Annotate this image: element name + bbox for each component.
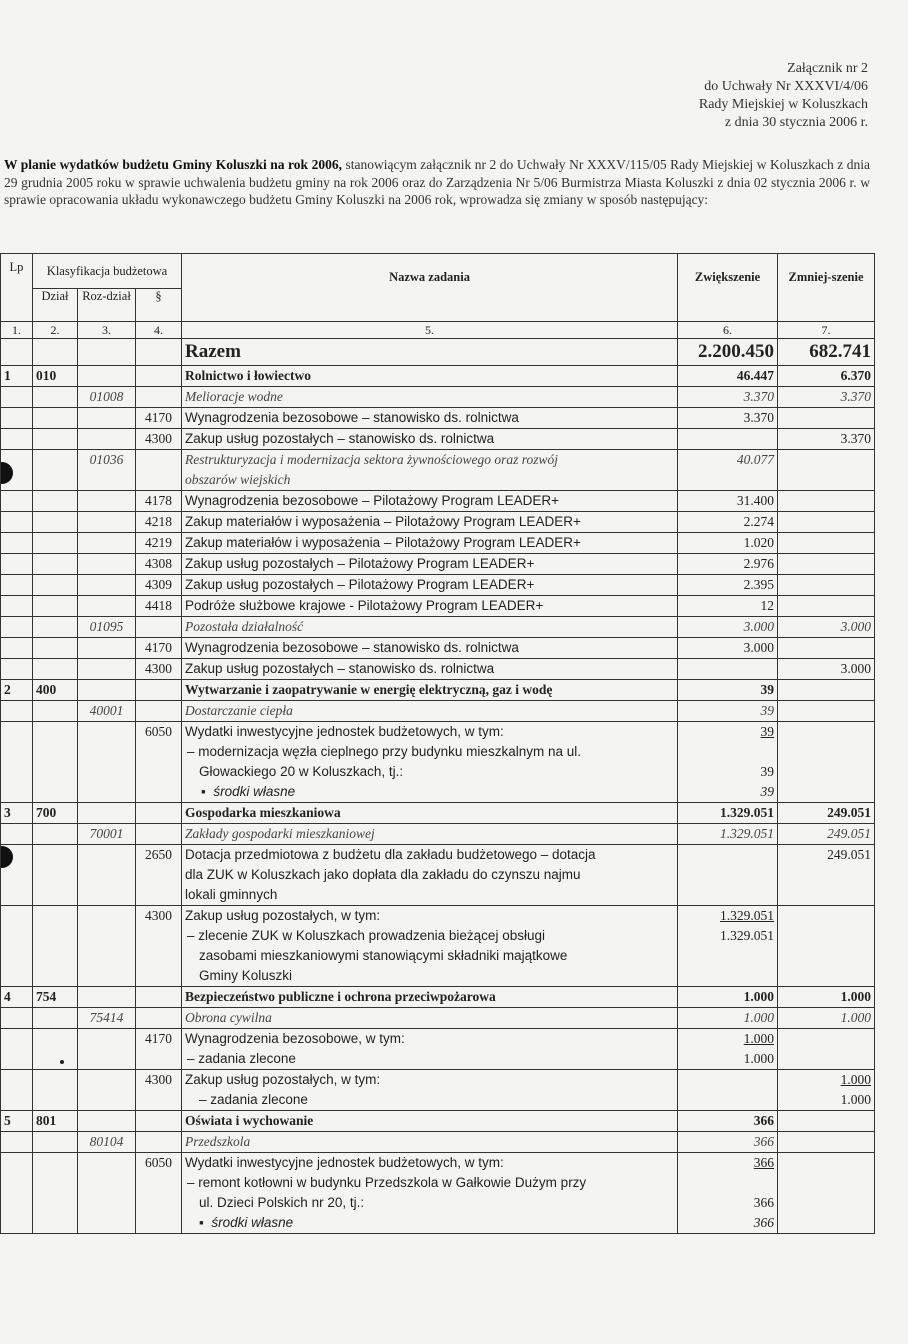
paragraph-detail-line: Głowackiego 20 w Koluszkach, tj.: [199,764,404,779]
amount-zm-main: 1.000 [840,1072,872,1087]
paragraph-detail-line: ul. Dzieci Polskich nr 20, tj.: [199,1195,365,1210]
intro-paragraph [4,156,870,209]
amount-zw: 1.000 [678,1008,778,1029]
paragraph-row [1,408,875,429]
paragraph-name: Zakup usług pozostałych – stanowisko ds. rolnictwa [182,429,678,450]
amount-zm: 249.051 [778,803,875,824]
attachment-line-2: do Uchwały Nr XXXVI/4/06 [704,79,868,94]
paragraph-row [1,554,875,575]
dzial: 010 [33,366,78,387]
paragraph-name [182,1070,678,1111]
chapter-name-line: obszarów wiejskich [185,472,291,487]
paragraph-name [182,906,678,987]
paragraph-code: 6050 [136,1153,182,1234]
amount-zm: 1.000 [778,1008,875,1029]
paragraph-code: 4219 [136,533,182,554]
paragraph-name-line: Wynagrodzenia bezosobowe, w tym: [185,1031,405,1046]
attachment-line-1: Załącznik nr 2 [787,61,868,76]
paragraph-code: 4418 [136,596,182,617]
total-row [1,339,875,366]
amount-zw: 12 [678,596,778,617]
paragraph-code: 4178 [136,491,182,512]
paragraph-row [1,1153,875,1234]
amount-zm: 1.000 [778,987,875,1008]
paragraph-row [1,596,875,617]
paragraph-code: 4218 [136,512,182,533]
amount-zm [778,1070,875,1111]
amount-zw: 1.020 [678,533,778,554]
paragraph-name [182,1153,678,1234]
chapter-row [1,824,875,845]
amount-zm: 249.051 [778,824,875,845]
paragraph-name: Zakup materiałów i wyposażenia – Pilotażowy Program LEADER+ [182,512,678,533]
amount-zw: 3.000 [678,638,778,659]
paragraph-code: 2650 [136,845,182,906]
colnum-5: 5. [182,322,678,339]
lp: 2 [1,680,33,701]
total-zm: 682.741 [778,339,875,366]
amount-zw: 3.000 [678,617,778,638]
chapter-row [1,701,875,722]
amount-zw [678,1029,778,1070]
paragraph-code: 4308 [136,554,182,575]
amount-zw: 46.447 [678,366,778,387]
lp: 1 [1,366,33,387]
paragraph-detail-line: – zadania zlecone [187,1051,296,1066]
amount-zw: 1.329.051 [678,824,778,845]
section-row [1,987,875,1008]
colnum-4: 4. [136,322,182,339]
paragraph-row [1,722,875,803]
amount-zw: 366 [678,1132,778,1153]
paragraph-row [1,491,875,512]
paragraph-name: Wynagrodzenia bezosobowe – stanowisko ds. rolnictwa [182,638,678,659]
colnum-3: 3. [78,322,136,339]
amount-zw-detail: 1.329.051 [720,928,775,943]
amount-zw: 366 [678,1111,778,1132]
amount-zw: 39 [678,701,778,722]
paragraph-detail-line: zasobami mieszkaniowymi stanowiącymi składniki majątkowe [199,948,568,963]
header-nazwa: Nazwa zadania [182,254,678,322]
paragraph-name [182,845,678,906]
paragraph-code: 4300 [136,429,182,450]
amount-zw-detail: 1.000 [743,1051,775,1066]
chapter-row [1,387,875,408]
chapter-name: Przedszkola [182,1132,678,1153]
paragraph-code: 6050 [136,722,182,803]
chapter-row [1,1008,875,1029]
lp: 4 [1,987,33,1008]
paragraph-row [1,638,875,659]
paragraph-name-line: dla ZUK w Koluszkach jako dopłata dla zakładu do czynszu najmu [185,867,581,882]
header-dzial: Dział [33,289,78,322]
funding-source: środki własne [211,1215,294,1230]
budget-table [0,253,875,1234]
dzial: 700 [33,803,78,824]
rozdzial-code: 40001 [78,701,136,722]
paragraph-detail-line: – modernizacja węzła cieplnego przy budynku mieszkalnym na ul. [187,744,581,759]
rozdzial-code: 01036 [78,450,136,491]
funding-source-line [185,782,674,802]
header-zmniejszenie: Zmniej-szenie [778,254,875,322]
paragraph-name: Zakup usług pozostałych – stanowisko ds. rolnictwa [182,659,678,680]
rozdzial-code: 01095 [78,617,136,638]
header-lp: Lp [1,254,33,322]
section-row [1,803,875,824]
rozdzial-code: 01008 [78,387,136,408]
paragraph-detail-line: – zlecenie ZUK w Koluszkach prowadzenia bieżącej obsługi [187,928,545,943]
paragraph-code: 4300 [136,1070,182,1111]
paragraph-code: 4170 [136,1029,182,1070]
funding-source: środki własne [213,784,296,799]
amount-zw-main: 366 [753,1155,775,1170]
attachment-line-3: Rady Miejskiej w Koluszkach [698,97,868,112]
amount-zm: 3.370 [778,429,875,450]
chapter-name [182,450,678,491]
section-row [1,1111,875,1132]
lp: 3 [1,803,33,824]
amount-zw-source: 39 [760,784,775,799]
paragraph-row [1,659,875,680]
section-name: Rolnictwo i łowiectwo [182,366,678,387]
intro-bold: W planie wydatków budżetu Gminy Koluszki na rok 2006, [4,157,342,172]
rozdzial-code: 80104 [78,1132,136,1153]
section-name: Gospodarka mieszkaniowa [182,803,678,824]
header-rozdzial: Roz-dział [78,289,136,322]
paragraph-name-line: Dotacja przedmiotowa z budżetu dla zakładu budżetowego – dotacja [185,847,596,862]
paragraph-row [1,1070,875,1111]
paragraph-name: Wynagrodzenia bezosobowe – Pilotażowy Program LEADER+ [182,491,678,512]
colnum-1: 1. [1,322,33,339]
paragraph-name [182,722,678,803]
amount-zw: 2.976 [678,554,778,575]
chapter-name: Obrona cywilna [182,1008,678,1029]
chapter-name-line: Restrukturyzacja i modernizacja sektora żywnościowego oraz rozwój [185,452,559,467]
paragraph-code: 4170 [136,408,182,429]
colnum-6: 6. [678,322,778,339]
paragraph-detail-line: Gminy Koluszki [199,968,293,983]
paragraph-code: 4300 [136,659,182,680]
chapter-name: Melioracje wodne [182,387,678,408]
paragraph-code: 4309 [136,575,182,596]
chapter-row [1,450,875,491]
amount-zw: 1.000 [678,987,778,1008]
chapter-name: Zakłady gospodarki mieszkaniowej [182,824,678,845]
paragraph-name-line: Zakup usług pozostałych, w tym: [185,908,381,923]
paragraph-code: 4170 [136,638,182,659]
lp: 5 [1,1111,33,1132]
header-paragraf: § [136,289,182,322]
paragraph-detail-line: – remont kotłowni w budynku Przedszkola w Gałkowie Dużym przy [187,1175,587,1190]
header-zwiekszenie: Zwiększenie [678,254,778,322]
amount-zm: 3.000 [778,617,875,638]
amount-zw-main: 1.329.051 [720,908,775,923]
paragraph-code: 4300 [136,906,182,987]
section-name: Wytwarzanie i zaopatrywanie w energię elektryczną, gaz i wodę [182,680,678,701]
dzial: 400 [33,680,78,701]
amount-zw [678,722,778,803]
paragraph-row [1,512,875,533]
amount-zm: 3.370 [778,387,875,408]
amount-zm: 6.370 [778,366,875,387]
colnum-2: 2. [33,322,78,339]
chapter-row [1,1132,875,1153]
dzial: 754 [33,987,78,1008]
amount-zw-source: 366 [753,1215,775,1230]
paragraph-name: Zakup usług pozostałych – Pilotażowy Program LEADER+ [182,554,678,575]
amount-zw [678,906,778,987]
amount-zw: 2.395 [678,575,778,596]
amount-zm: 249.051 [778,845,875,906]
section-row [1,680,875,701]
bullet-icon: ▪ [201,784,206,799]
paragraph-row [1,1029,875,1070]
paragraph-detail-line: – zadania zlecone [199,1092,308,1107]
amount-zw-main: 1.000 [743,1031,775,1046]
amount-zm: 3.000 [778,659,875,680]
paragraph-row [1,429,875,450]
section-name: Oświata i wychowanie [182,1111,678,1132]
paragraph-row [1,906,875,987]
amount-zw: 40.077 [678,450,778,491]
paragraph-name-line: Wydatki inwestycyjne jednostek budżetowych, w tym: [185,724,504,739]
attachment-header [568,60,868,132]
chapter-name: Dostarczanie ciepła [182,701,678,722]
colnum-7: 7. [778,322,875,339]
amount-zw: 39 [678,680,778,701]
paragraph-name-line: lokali gminnych [185,887,278,902]
amount-zw: 31.400 [678,491,778,512]
paragraph-name [182,1029,678,1070]
amount-zw: 2.274 [678,512,778,533]
intro-text: stanowiącym załącznik nr 2 do Uchwały Nr XXXV/115/05 Rady Miejskiej w Koluszkach z dnia 29 grudnia 2005 roku w sprawie uchwalenia budżetu gminy na rok 2006 oraz do Zarządzenia Nr 5/06 Burmistrza Miasta Koluszki z dnia 02 stycznia 2006 r. w sprawie opracowania układu wykonawczego budżetu Gminy Koluszki na 2006 rok, wprowadza się zmiany w sposób następujący: [4,157,870,207]
rozdzial-code: 70001 [78,824,136,845]
paragraph-name-line: Wydatki inwestycyjne jednostek budżetowych, w tym: [185,1155,504,1170]
amount-zw: 3.370 [678,408,778,429]
paragraph-row [1,845,875,906]
total-zw: 2.200.450 [678,339,778,366]
budget-table-wrapper [0,253,875,1234]
paragraph-name: Zakup materiałów i wyposażenia – Pilotażowy Program LEADER+ [182,533,678,554]
paragraph-row [1,533,875,554]
section-row [1,366,875,387]
amount-zm-detail: 1.000 [840,1092,872,1107]
amount-zw: 3.370 [678,387,778,408]
paragraph-name: Wynagrodzenia bezosobowe – stanowisko ds. rolnictwa [182,408,678,429]
rozdzial-code: 75414 [78,1008,136,1029]
amount-zw: 1.329.051 [678,803,778,824]
paragraph-name: Podróże służbowe krajowe - Pilotażowy Program LEADER+ [182,596,678,617]
bullet-icon: ▪ [199,1215,204,1230]
attachment-line-4: z dnia 30 stycznia 2006 r. [724,115,868,130]
amount-zw-detail: 366 [753,1195,775,1210]
section-name: Bezpieczeństwo publiczne i ochrona przeciwpożarowa [182,987,678,1008]
header-klasyfikacja: Klasyfikacja budżetowa [33,254,182,289]
chapter-row [1,617,875,638]
dzial: 801 [33,1111,78,1132]
paragraph-name: Zakup usług pozostałych – Pilotażowy Program LEADER+ [182,575,678,596]
chapter-name: Pozostała działalność [182,617,678,638]
funding-source-line [185,1213,674,1233]
total-label: Razem [182,339,678,366]
amount-zw-detail: 39 [760,764,775,779]
amount-zw [678,1153,778,1234]
paragraph-row [1,575,875,596]
paragraph-name-line: Zakup usług pozostałych, w tym: [185,1072,381,1087]
amount-zw-main: 39 [760,724,775,739]
